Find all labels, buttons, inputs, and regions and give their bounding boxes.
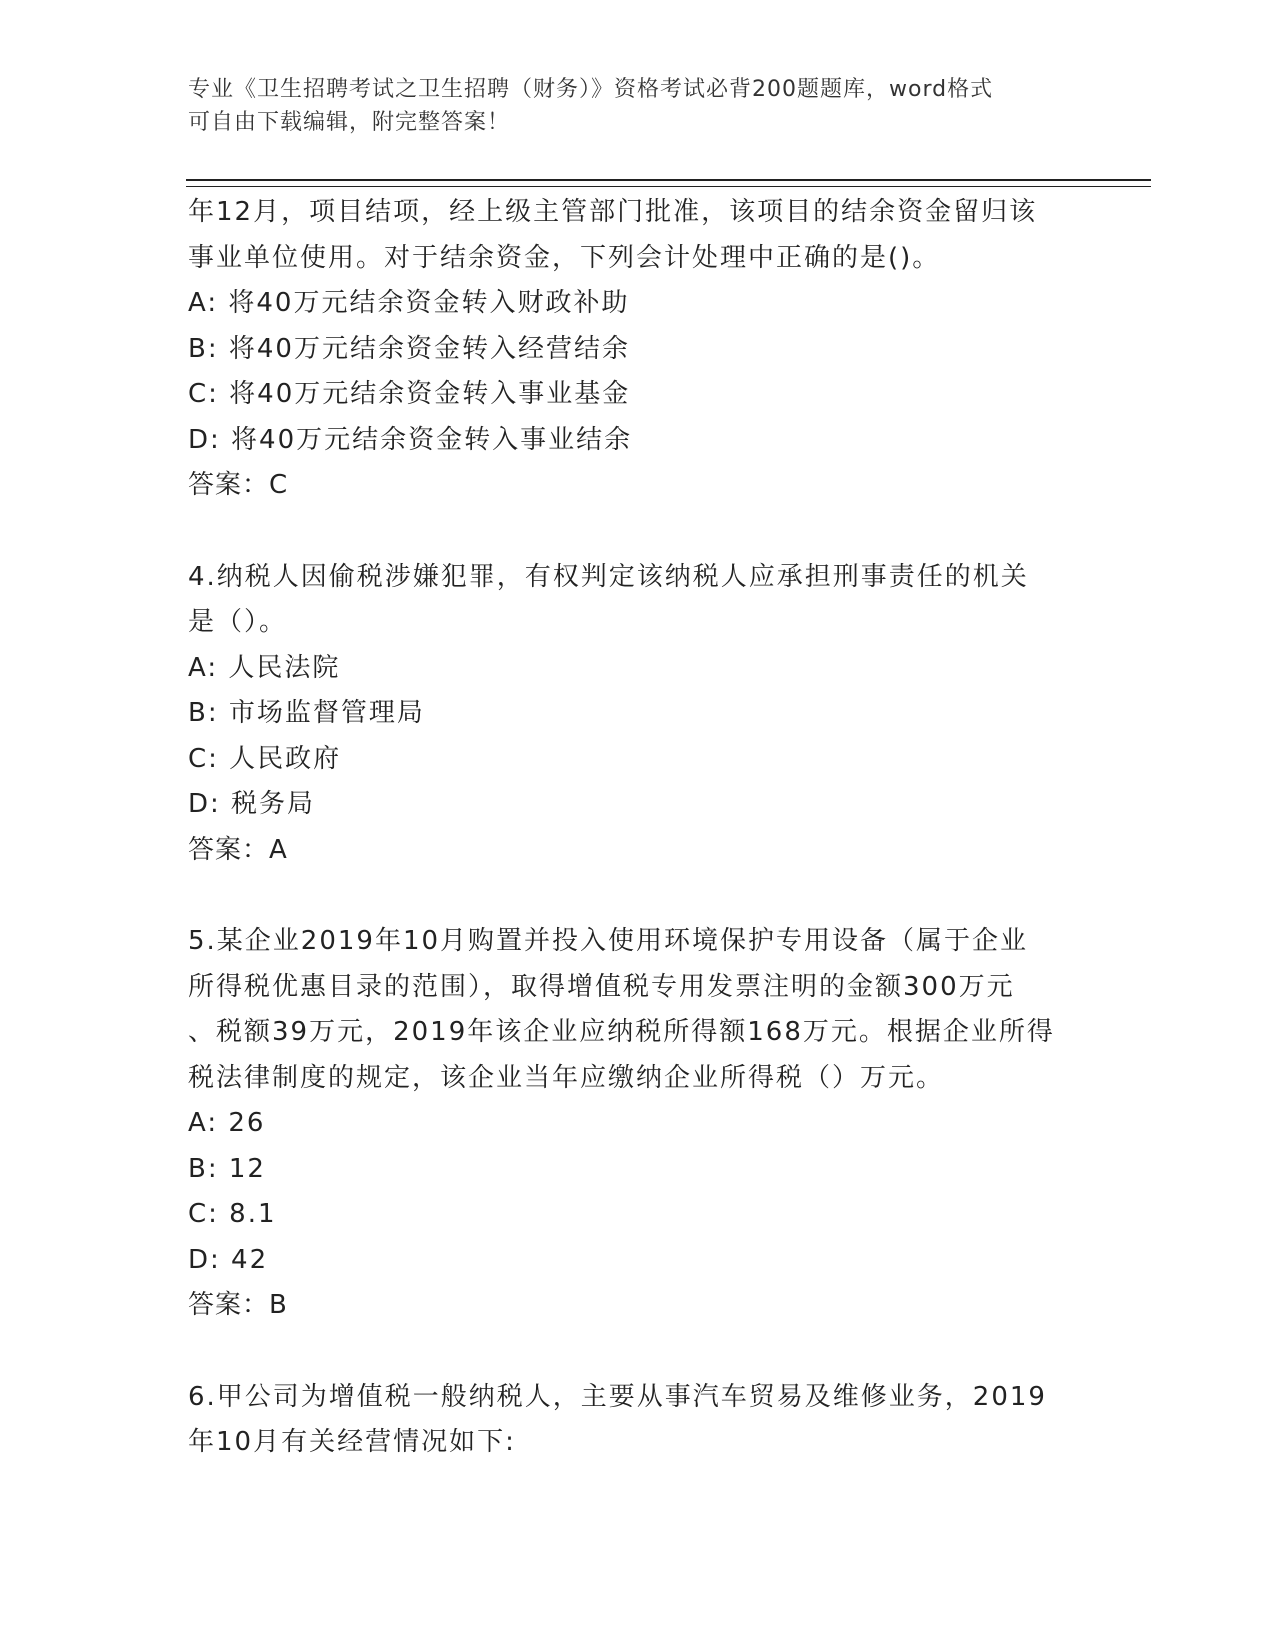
question-stem-line: 税法律制度的规定，该企业当年应缴纳企业所得税（）万元。 (188, 1062, 945, 1093)
header-divider-thick (186, 179, 1151, 181)
question-stem-line: 、税额39万元，2019年该企业应纳税所得额168万元。根据企业所得 (188, 1017, 1055, 1047)
spacer (188, 1329, 1088, 1375)
option-a: A: 将40万元结余资金转入财政补助 (188, 288, 630, 318)
question-stem-line: 6.甲公司为增值税一般纳税人，主要从事汽车贸易及维修业务，2019 (188, 1381, 1047, 1412)
question-stem-line: 是（）。 (188, 607, 288, 637)
option-d: D: 42 (188, 1244, 269, 1275)
question-stem-line: 5.某企业2019年10月购置并投入使用环境保护专用设备（属于企业 (188, 926, 1029, 956)
option-b: B: 12 (188, 1153, 266, 1184)
option-c: C: 人民政府 (188, 743, 342, 774)
question-stem-line: 年12月，项目结项，经上级主管部门批准，该项目的结余资金留归该 (188, 197, 1038, 227)
option-c: C: 8.1 (188, 1199, 277, 1229)
question-4 (188, 555, 1088, 874)
option-d: D: 税务局 (188, 789, 316, 819)
header-line-2: 可自由下载编辑，附完整答案！ (188, 110, 511, 135)
question-stem-line: 事业单位使用。对于结余资金，下列会计处理中正确的是()。 (188, 242, 941, 273)
option-b: B: 将40万元结余资金转入经营结余 (188, 333, 630, 364)
option-c: C: 将40万元结余资金转入事业基金 (188, 379, 631, 409)
document-header (188, 73, 1088, 139)
question-stem-line: 所得税优惠目录的范围），取得增值税专用发票注明的金额300万元 (188, 971, 1015, 1002)
option-a: A: 26 (188, 1108, 266, 1138)
header-divider-thin (186, 186, 1151, 187)
question-6 (188, 1375, 1088, 1466)
option-b: B: 市场监督管理局 (188, 698, 425, 728)
answer-line: 答案：A (188, 834, 288, 865)
header-line-1: 专业《卫生招聘考试之卫生招聘（财务）》资格考试必背200题题库，word格式 (188, 77, 994, 102)
question-list (188, 190, 1088, 1466)
answer-line: 答案：C (188, 470, 289, 500)
question-5 (188, 919, 1088, 1329)
answer-line: 答案：B (188, 1290, 288, 1320)
spacer (188, 509, 1088, 555)
option-d: D: 将40万元结余资金转入事业结余 (188, 424, 633, 455)
option-a: A: 人民法院 (188, 652, 341, 683)
question-stem-line: 年10月有关经营情况如下: (188, 1427, 516, 1457)
spacer (188, 873, 1088, 919)
question-3 (188, 190, 1088, 509)
question-stem-line: 4.纳税人因偷税涉嫌犯罪，有权判定该纳税人应承担刑事责任的机关 (188, 561, 1029, 592)
